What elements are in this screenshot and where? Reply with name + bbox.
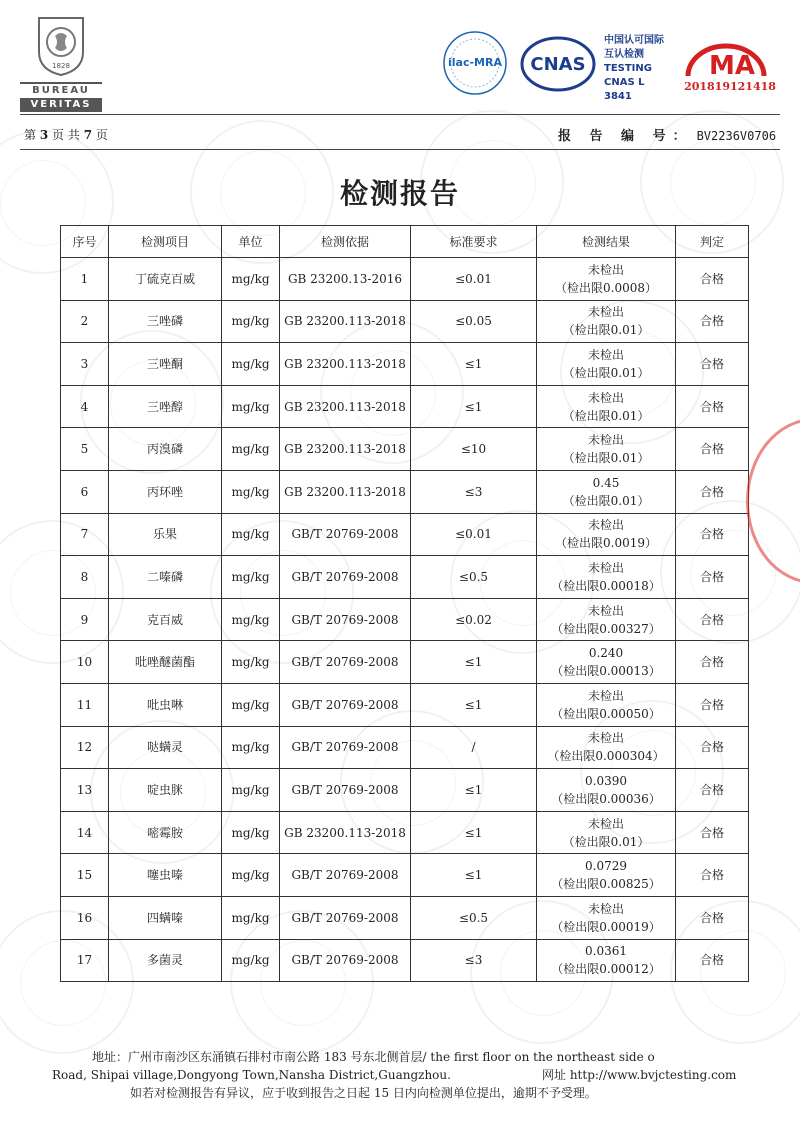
result-value: 未检出 <box>587 560 624 575</box>
svg-text:MA: MA <box>709 51 755 81</box>
result-value: 未检出 <box>587 816 624 831</box>
cell-item: 丙环唑 <box>109 470 222 513</box>
cell-unit: mg/kg <box>222 769 280 812</box>
table-row <box>61 598 749 641</box>
cell-result <box>537 641 676 684</box>
detection-limit: （检出限0.01） <box>562 408 650 423</box>
cell-unit: mg/kg <box>222 300 280 343</box>
col-header-item: 检测项目 <box>109 226 222 258</box>
cell-verdict: 合格 <box>676 258 749 301</box>
cell-item: 三唑磷 <box>109 300 222 343</box>
report-number <box>558 125 776 144</box>
table-header-row <box>61 226 749 258</box>
cell-method: GB 23200.113-2018 <box>280 385 411 428</box>
table-row <box>61 343 749 386</box>
detection-limit: （检出限0.00013） <box>551 664 661 679</box>
cell-item: 哒螨灵 <box>109 726 222 769</box>
cell-unit: mg/kg <box>222 939 280 982</box>
cell-requirement: ≤1 <box>411 854 537 897</box>
cell-requirement: ≤1 <box>411 683 537 726</box>
cell-no: 14 <box>61 811 109 854</box>
cell-requirement: ≤0.5 <box>411 896 537 939</box>
cell-verdict: 合格 <box>676 939 749 982</box>
result-value: 未检出 <box>587 305 624 320</box>
cell-item: 二嗪磷 <box>109 556 222 599</box>
result-value: 0.240 <box>588 646 624 661</box>
table-row <box>61 428 749 471</box>
cell-method: GB 23200.113-2018 <box>280 428 411 471</box>
cell-verdict: 合格 <box>676 769 749 812</box>
cell-verdict: 合格 <box>676 598 749 641</box>
cell-requirement: ≤0.5 <box>411 556 537 599</box>
cell-no: 15 <box>61 854 109 897</box>
cell-item: 乐果 <box>109 513 222 556</box>
cell-no: 10 <box>61 641 109 684</box>
report-number-label: 报 告 编 号： <box>558 129 693 144</box>
col-header-unit: 单位 <box>222 226 280 258</box>
cell-verdict: 合格 <box>676 470 749 513</box>
table-row <box>61 683 749 726</box>
cell-requirement: ≤1 <box>411 385 537 428</box>
result-value: 未检出 <box>587 433 624 448</box>
result-value: 未检出 <box>587 688 624 703</box>
result-value: 未检出 <box>587 901 624 916</box>
cell-unit: mg/kg <box>222 598 280 641</box>
cell-method: GB/T 20769-2008 <box>280 896 411 939</box>
cell-verdict: 合格 <box>676 726 749 769</box>
cell-unit: mg/kg <box>222 343 280 386</box>
cell-item: 吡唑醚菌酯 <box>109 641 222 684</box>
detection-limit: （检出限0.00019） <box>551 919 661 934</box>
cnas-caption: 中国认可国际 互认检测 TESTING CNAS L 3841 <box>604 35 664 102</box>
cell-no: 1 <box>61 258 109 301</box>
table-row <box>61 726 749 769</box>
cell-no: 6 <box>61 470 109 513</box>
cell-method: GB 23200.13-2016 <box>280 258 411 301</box>
detection-limit: （检出限0.01） <box>562 834 650 849</box>
table-row <box>61 896 749 939</box>
cell-method: GB 23200.113-2018 <box>280 470 411 513</box>
cell-method: GB/T 20769-2008 <box>280 598 411 641</box>
footer-website[interactable]: 网址 http://www.bvjctesting.com <box>542 1068 737 1082</box>
cell-result <box>537 513 676 556</box>
cell-requirement: ≤0.05 <box>411 300 537 343</box>
cell-item: 啶虫脒 <box>109 769 222 812</box>
footer-address-line2: Road, Shipai village,Dongyong Town,Nansha District,Guangzhou. 网址 http://www.bvjctesting.com <box>52 1068 737 1082</box>
table-row <box>61 513 749 556</box>
cell-result <box>537 343 676 386</box>
bv-word-veritas: VERITAS <box>20 98 102 112</box>
result-value: 0.0361 <box>585 944 627 959</box>
result-value: 未检出 <box>587 262 624 277</box>
bureau-veritas-logo <box>20 14 102 112</box>
cell-method: GB/T 20769-2008 <box>280 683 411 726</box>
cell-verdict: 合格 <box>676 513 749 556</box>
cell-verdict: 合格 <box>676 385 749 428</box>
cell-no: 3 <box>61 343 109 386</box>
footer-notice: 如若对检测报告有异议，应于收到报告之日起 15 日内向检测单位提出，逾期不予受理。 <box>130 1086 597 1100</box>
detection-limit: （检出限0.00036） <box>551 791 661 806</box>
cell-result <box>537 556 676 599</box>
table-row <box>61 811 749 854</box>
cell-unit: mg/kg <box>222 811 280 854</box>
cell-verdict: 合格 <box>676 300 749 343</box>
result-value: 未检出 <box>587 518 624 533</box>
result-value: 未检出 <box>587 731 624 746</box>
cell-unit: mg/kg <box>222 641 280 684</box>
cell-method: GB 23200.113-2018 <box>280 300 411 343</box>
footer-address-line1: 地址：广州市南沙区东涌镇石排村市南公路 183 号东北侧首层/ the first floor on the northeast side o <box>92 1050 655 1064</box>
header-rule <box>20 114 780 115</box>
page-title: 检测报告 <box>339 177 460 210</box>
cell-no: 12 <box>61 726 109 769</box>
cell-no: 5 <box>61 428 109 471</box>
detection-limit: （检出限0.00050） <box>551 706 661 721</box>
cell-result <box>537 385 676 428</box>
report-number-value: BV2236V0706 <box>696 129 777 143</box>
detection-limit: （检出限0.01） <box>562 493 650 508</box>
cell-unit: mg/kg <box>222 258 280 301</box>
cell-method: GB 23200.113-2018 <box>280 811 411 854</box>
cell-unit: mg/kg <box>222 556 280 599</box>
cell-requirement: ≤1 <box>411 343 537 386</box>
cell-requirement: ≤3 <box>411 939 537 982</box>
cell-verdict: 合格 <box>676 683 749 726</box>
detection-limit: （检出限0.000304） <box>547 749 665 764</box>
cell-item: 三唑醇 <box>109 385 222 428</box>
cell-no: 2 <box>61 300 109 343</box>
cell-unit: mg/kg <box>222 385 280 428</box>
detection-limit: （检出限0.00018） <box>551 578 661 593</box>
cnas-logo <box>520 36 596 92</box>
subheader-rule <box>20 149 780 150</box>
cell-verdict: 合格 <box>676 854 749 897</box>
table-row <box>61 769 749 812</box>
col-header-no: 序号 <box>61 226 109 258</box>
detection-limit: （检出限0.0019） <box>555 536 657 551</box>
cell-item: 多菌灵 <box>109 939 222 982</box>
result-value: 未检出 <box>587 603 624 618</box>
cell-verdict: 合格 <box>676 896 749 939</box>
cell-requirement: ≤10 <box>411 428 537 471</box>
col-header-method: 检测依据 <box>280 226 411 258</box>
cell-item: 嘧霉胺 <box>109 811 222 854</box>
cell-no: 9 <box>61 598 109 641</box>
cell-requirement: ≤3 <box>411 470 537 513</box>
cell-method: GB 23200.113-2018 <box>280 343 411 386</box>
bv-seal-icon <box>36 14 86 76</box>
cell-requirement: / <box>411 726 537 769</box>
cell-item: 三唑酮 <box>109 343 222 386</box>
cell-requirement: ≤0.01 <box>411 258 537 301</box>
detection-limit: （检出限0.00012） <box>551 962 661 977</box>
cell-item: 噻虫嗪 <box>109 854 222 897</box>
detection-limit: （检出限0.01） <box>562 451 650 466</box>
col-header-verdict: 判定 <box>676 226 749 258</box>
cell-method: GB/T 20769-2008 <box>280 726 411 769</box>
cell-result <box>537 258 676 301</box>
cell-verdict: 合格 <box>676 556 749 599</box>
cell-result <box>537 726 676 769</box>
cell-method: GB/T 20769-2008 <box>280 556 411 599</box>
results-table <box>60 225 749 982</box>
cell-result <box>537 769 676 812</box>
cell-verdict: 合格 <box>676 811 749 854</box>
result-value: 0.45 <box>592 475 620 490</box>
cell-method: GB/T 20769-2008 <box>280 939 411 982</box>
cell-result <box>537 896 676 939</box>
cell-result <box>537 683 676 726</box>
cell-verdict: 合格 <box>676 343 749 386</box>
cell-no: 13 <box>61 769 109 812</box>
detection-limit: （检出限0.01） <box>562 365 650 380</box>
cell-method: GB/T 20769-2008 <box>280 769 411 812</box>
col-header-result: 检测结果 <box>537 226 676 258</box>
result-value: 未检出 <box>587 390 624 405</box>
cell-requirement: ≤1 <box>411 811 537 854</box>
table-row <box>61 854 749 897</box>
svg-text:1828: 1828 <box>52 62 70 70</box>
table-row <box>61 300 749 343</box>
cell-unit: mg/kg <box>222 854 280 897</box>
cell-no: 8 <box>61 556 109 599</box>
result-value: 未检出 <box>587 347 624 362</box>
bv-word-bureau: BUREAU <box>20 82 102 98</box>
table-row <box>61 258 749 301</box>
cell-unit: mg/kg <box>222 470 280 513</box>
cell-method: GB/T 20769-2008 <box>280 513 411 556</box>
table-row <box>61 385 749 428</box>
cell-no: 17 <box>61 939 109 982</box>
cell-result <box>537 428 676 471</box>
cell-item: 四螨嗪 <box>109 896 222 939</box>
cell-no: 7 <box>61 513 109 556</box>
detection-limit: （检出限0.00825） <box>551 877 661 892</box>
cell-item: 克百威 <box>109 598 222 641</box>
cell-unit: mg/kg <box>222 683 280 726</box>
cell-method: GB/T 20769-2008 <box>280 854 411 897</box>
cell-unit: mg/kg <box>222 513 280 556</box>
cell-verdict: 合格 <box>676 428 749 471</box>
cell-requirement: ≤1 <box>411 641 537 684</box>
ilac-mra-logo <box>442 30 508 96</box>
cell-result <box>537 939 676 982</box>
detection-limit: （检出限0.00327） <box>551 621 661 636</box>
cell-method: GB/T 20769-2008 <box>280 641 411 684</box>
cell-requirement: ≤1 <box>411 769 537 812</box>
col-header-requirement: 标准要求 <box>411 226 537 258</box>
cell-item: 丁硫克百威 <box>109 258 222 301</box>
detection-limit: （检出限0.0008） <box>555 280 657 295</box>
cell-item: 吡虫啉 <box>109 683 222 726</box>
cell-no: 16 <box>61 896 109 939</box>
cell-requirement: ≤0.01 <box>411 513 537 556</box>
cell-unit: mg/kg <box>222 896 280 939</box>
cell-unit: mg/kg <box>222 726 280 769</box>
cell-requirement: ≤0.02 <box>411 598 537 641</box>
cell-result <box>537 598 676 641</box>
cell-result <box>537 470 676 513</box>
result-value: 0.0390 <box>585 773 627 788</box>
cma-number: 201819121418 <box>684 80 776 93</box>
cell-unit: mg/kg <box>222 428 280 471</box>
cell-result <box>537 300 676 343</box>
detection-limit: （检出限0.01） <box>562 323 650 338</box>
cell-no: 4 <box>61 385 109 428</box>
cell-item: 丙溴磷 <box>109 428 222 471</box>
table-row <box>61 556 749 599</box>
page-indicator: 第 3 页 共 7 页 <box>24 128 108 142</box>
table-row <box>61 641 749 684</box>
cell-verdict: 合格 <box>676 641 749 684</box>
result-value: 0.0729 <box>585 859 627 874</box>
svg-text:ilac-MRA: ilac-MRA <box>448 56 502 69</box>
table-row <box>61 470 749 513</box>
cell-result <box>537 854 676 897</box>
svg-text:CNAS: CNAS <box>530 54 586 75</box>
cell-result <box>537 811 676 854</box>
cell-no: 11 <box>61 683 109 726</box>
table-row <box>61 939 749 982</box>
